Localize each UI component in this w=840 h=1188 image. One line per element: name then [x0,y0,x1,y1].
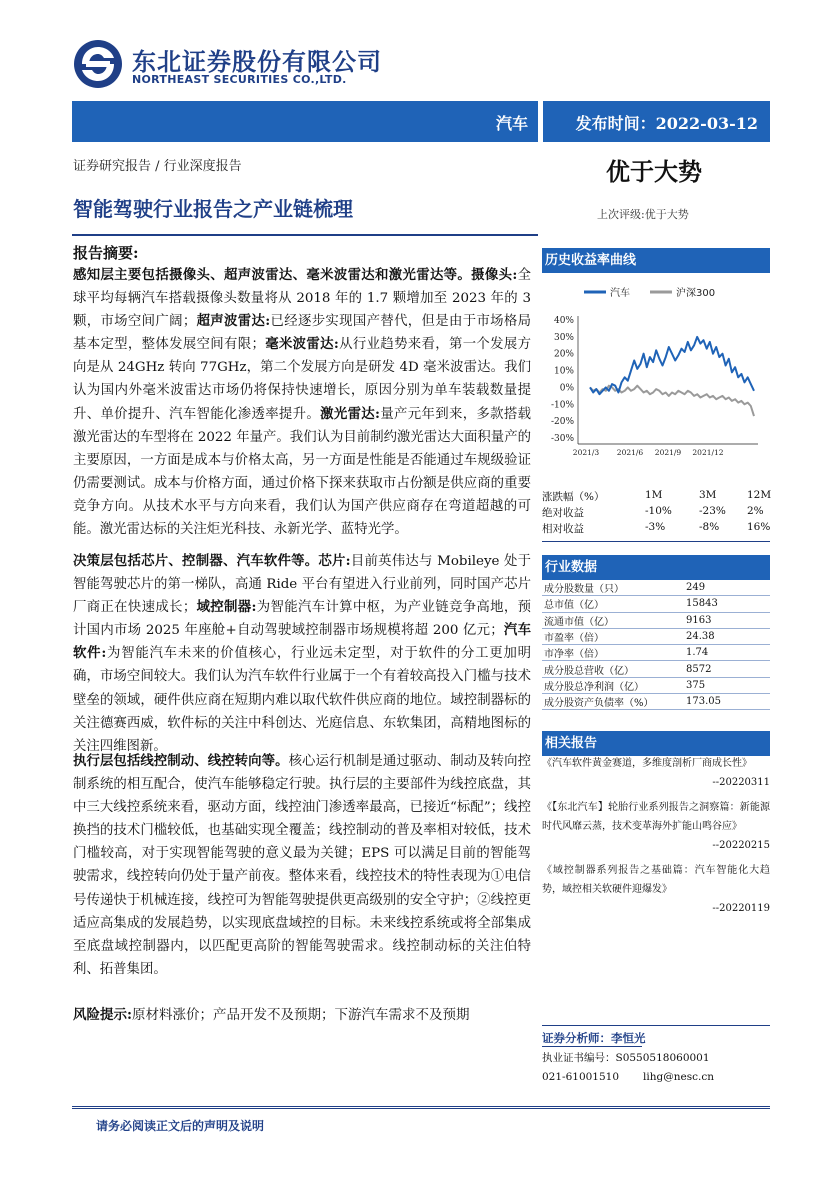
related-report-date: --20220215 [712,840,770,851]
industry-data-value: 9163 [682,612,770,628]
analyst-underline [542,1046,642,1047]
performance-row-label: 绝对收益 [542,507,584,519]
series-line [590,337,754,394]
bold-text: 执行层包括线控制动、线控转向等。 [73,753,289,769]
legend-label: 沪深300 [676,288,716,299]
performance-value: -8% [699,521,720,533]
performance-divider [542,541,770,542]
performance-value: 1M [645,489,663,501]
y-tick-label: -20% [550,417,574,428]
text: 为智能汽车未来的价值核心，行业远未定型，对于软件的分工更加明确，市场空间较大。我们认为汽车软件行业属于一个有着较高投入门槛与技术壁垒的领域，硬件供应商在短期内难以取代软件供应商的地位。域控制器标的关注德赛西威，软件标的关注中科创达、光庭信息、东软集团，高精地图标的关注四维图新。 [73,646,531,754]
x-tick-label: 2021/6 [616,448,644,457]
y-tick-label: 20% [553,349,574,360]
company-name-en: NORTHEAST SECURITIES CO.,LTD. [132,73,347,86]
performance-row-label: 相对收益 [542,523,584,535]
title-divider [72,234,538,236]
text: 全球平均每辆汽车搭载摄像头数量将从 2018 年的 1.7 颗增加至 2023 年的 3 颗，市场空间广阔； [73,268,531,330]
industry-data-row [542,677,770,693]
industry-data-table [542,580,770,710]
industry-data-value: 24.38 [682,628,770,644]
summary-heading: 报告摘要: [73,244,139,262]
bold-text: 决策层包括芯片、控制器、汽车软件等。芯片: [73,553,351,569]
related-report-link[interactable]: 《域控制器系列报告之基础篇：汽车智能化大趋势，域控相关软硬件迎爆发》 [542,865,770,895]
x-tick-label: 2021/12 [692,448,724,457]
x-tick-label: 2021/3 [572,448,600,457]
y-tick-label: 40% [553,316,574,326]
company-logo-icon [72,38,124,90]
performance-value: -23% [699,505,726,517]
text: 核心运行机制是通过驱动、制动及转向控制系统的相互配合，使汽车能够稳定行驶。执行层的主要部件为线控底盘，其中三大线控系统来看，驱动方面，线控油门渗透率最高，已接近“标配”；线控换挡的技术门槛较低，也基础实现全覆盖；线控制动的普及率相对较低，技术门槛较高，对于实现智能驾驶的意义最为关键；EPS 可以满足目前的智能驾驶需求，线控转向仍处于量产前夜。整体来看，线控技术的特性表现为①电信号传递快于机械连接，线控可为智能驾驶提供更高级别的安全守护；②线控更适应高集成的发展趋势，以实现底盘域控的目标。未来线控系统或将全部集成至底盘域控制器内，以匹配更高阶的智能驾驶需求。线控制动标的关注伯特利、拓普集团。 [73,754,532,977]
legend-label: 汽车 [610,288,630,299]
industry-data-row [542,612,770,628]
industry-data-row [542,580,770,596]
industry-data-value: 1.74 [682,645,770,661]
industry-data-value: 375 [682,677,770,693]
performance-row-label: 涨跌幅（%） [542,491,605,503]
text: 目前英伟达与 Mobileye 处于智能驾驶芯片的第一梯队，高通 Ride 平台有望进入行业前列，同时国产芯片厂商正在快速成长； [73,554,531,616]
text: 已经逐步实现国产替代，但是由于市场格局基本定型，整体发展空间有限； [73,314,532,353]
summary-paragraph-decision [73,550,531,758]
related-report-date: --20220119 [712,903,770,914]
risk-label: 风险提示: [73,1007,132,1023]
text: 为智能汽车计算中枢，为产业链竞争高地，预计国内市场 2025 年座舱+自动驾驶域控制器市场规模将超 200 亿元； [73,600,532,639]
industry-data-label: 市净率（倍） [542,645,682,661]
related-report-link[interactable]: 《【东北汽车】轮胎行业系列报告之洞察篇：新能源时代风靡云蒸，技术变革海外扩能山鸣谷应》 [542,802,770,832]
text: 量产元年到来，多款搭载激光雷达的车型将在 2022 年量产。我们认为目前制约激光雷达大面积量产的主要原因，一方面是成本与价格太高，另一方面是性能是否能通过车规级验证仍需要测试。成本与价格方面，通过价格下探来获取市占份额是供应商的重要竞争方向。从技术水平与方向来看，我们认为国产供应商存在弯道超越的可能。激光雷达标的关注炬光科技、永新光学、蓝特光学。 [73,406,531,538]
footer-rule [72,1106,770,1107]
industry-data-label: 成分股总净利润（亿） [542,677,682,693]
industry-bar [72,101,538,142]
text: 从行业趋势来看，第一个发展方向是从 24GHz 转向 77GHz，第二个发展方向是研发 4D 毫米波雷达。我们认为国内外毫米波雷达市场仍将保持快速增长，原因分别为单车装载数量提升、单价提升、汽车智能化渗透率提升。 [73,337,532,422]
performance-value: 2% [747,505,764,517]
rating: 优于大势 [606,157,702,186]
industry-data-row [542,596,770,612]
performance-value: 3M [699,489,717,501]
y-tick-label: 10% [553,366,574,377]
bold-text: 域控制器: [196,599,257,616]
chart-section-heading: 历史收益率曲线 [542,248,770,273]
industry-data-row [542,628,770,644]
y-tick-label: -10% [550,400,574,411]
performance-row [542,505,770,521]
industry-data-value: 249 [682,580,770,596]
bold-text: 激光雷达: [320,405,380,422]
industry-data-label: 成分股数量（只） [542,580,682,596]
risk-text: 原材料涨价；产品开发不及预期；下游汽车需求不及预期 [131,1007,470,1023]
industry-data-row [542,645,770,661]
industry-data-heading: 行业数据 [542,555,770,580]
bold-text: 汽车软件: [73,622,531,662]
analyst-name: 证券分析师：李恒光 [542,1031,646,1045]
footer-rule [72,1108,770,1109]
performance-value: 12M [747,489,772,501]
industry-data-label: 成分股资产负债率（%） [542,694,682,710]
summary-paragraph-execution [73,750,531,981]
company-name-cn: 东北证券股份有限公司 [132,48,382,76]
industry-data-row [542,694,770,710]
analyst-cert: 执业证书编号：S0550518060001 [542,1052,710,1064]
performance-value: -10% [645,505,672,517]
previous-rating: 上次评级:优于大势 [597,208,689,221]
series-line [590,386,754,416]
related-report-link[interactable]: 《汽车软件黄金赛道，多维度剖析厂商成长性》 [542,758,752,769]
risk-warning [73,1003,469,1023]
industry-data-value: 15843 [682,596,770,612]
related-reports-heading: 相关报告 [542,731,770,756]
bold-text: 超声波雷达: [196,313,271,330]
y-tick-label: 0% [559,383,574,394]
report-title: 智能驾驶行业报告之产业链梳理 [73,197,353,221]
industry-data-label: 流通市值（亿） [542,612,682,628]
performance-value: 16% [747,521,771,533]
x-tick-label: 2021/9 [654,448,682,457]
y-tick-label: 30% [553,332,574,343]
analyst-email[interactable]: lihg@nesc.cn [643,1071,714,1083]
doc-type: 证券研究报告 / 行业深度报告 [73,159,242,174]
summary-paragraph-perception [73,264,531,541]
related-report-date: --20220311 [712,777,770,788]
bold-text: 感知层主要包括摄像头、超声波雷达、毫米波雷达和激光雷达等。摄像头: [73,267,518,283]
related-reports-list [542,754,770,924]
performance-row [542,521,770,537]
industry-data-label: 总市值（亿） [542,596,682,612]
industry-data-label: 成分股总营收（亿） [542,661,682,677]
industry-data-row [542,661,770,677]
performance-header [542,489,770,505]
performance-table [542,489,770,537]
publish-date-bar [543,101,770,142]
analyst-divider [542,1025,770,1026]
y-tick-label: -30% [550,434,574,444]
industry-data-label: 市盈率（倍） [542,628,682,644]
industry-data-value: 8572 [682,661,770,677]
footer-disclaimer: 请务必阅读正文后的声明及说明 [96,1119,265,1133]
bold-text: 毫米波雷达: [264,336,339,353]
analyst-contact [542,1071,714,1083]
return-curve-chart [542,278,772,463]
industry-data-value: 173.05 [682,694,770,710]
performance-value: -3% [645,521,666,533]
analyst-phone: 021-61001510 [542,1071,620,1083]
publish-date: 发布时间：2022-03-12 [575,114,758,133]
industry-label: 汽车 [495,114,528,133]
